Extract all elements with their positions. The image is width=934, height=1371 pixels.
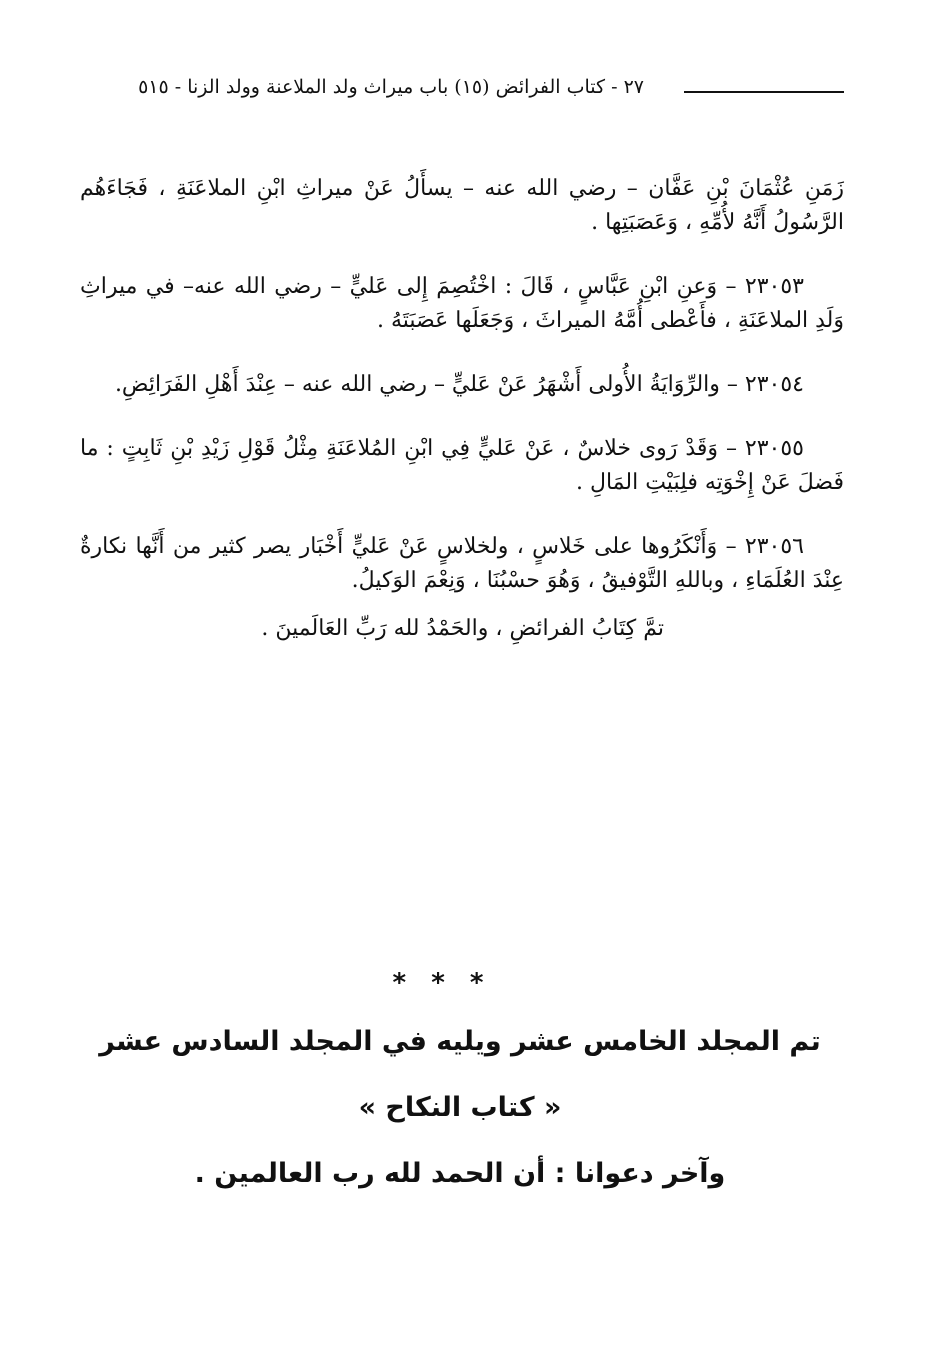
paragraph-continuation: زَمَنِ عُثْمَانَ بْنِ عَفَّان – رضي الله عنه – يسأَلُ عَنْ ميراثِ ابْنِ الملاعَنَةِ ، فَجَاءَهُم الرَّسُولُ أَنَّهُ لأُمِّهِ ، وَعَصَبَتِها . <box>80 176 844 235</box>
colophon-final-prayer: وآخر دعوانا : أن الحمد لله رب العالمين . <box>194 1158 726 1189</box>
header-title: ٢٧ - كتاب الفرائض (١٥) باب ميراث ولد الملاعنة وولد الزنا - ٥١٥ <box>138 76 644 98</box>
running-header <box>88 72 844 108</box>
book-closing-line: تمَّ كِتَابُ الفرائضِ ، والحَمْدُ لله رَبِّ العَالَمينَ . <box>261 616 664 641</box>
main-text <box>80 172 844 646</box>
paragraph-23054: ٢٣٠٥٤ – والرِّوَايَةُ الأُولى أَشْهَرُ عَنْ عَليٍّ – رضي الله عنه – عِنْدَ أَهْلِ الفَرَائِضِ. <box>114 372 804 397</box>
paragraph-23056: ٢٣٠٥٦ – وَأَنْكَرُوها على خَلاسٍ ، ولخلاسٍ عَنْ عَليٍّ أَخْبَار يصر كثير من أَنَّها نكارةٌ عِنْدَ العُلَمَاءِ ، وباللهِ التَّوْفيقُ ، وَهُوَ حسْبُنَا ، وَنِعْمَ الوَكيلُ. <box>80 534 844 593</box>
colophon-next-book: « كتاب النكاح » <box>358 1092 562 1123</box>
colophon-volume-note: تم المجلد الخامس عشر ويليه في المجلد السادس عشر <box>99 1026 821 1057</box>
paragraph-23053: ٢٣٠٥٣ – وَعنِ ابْنِ عَبَّاسٍ ، قَالَ : اخْتُصِمَ إِلى عَليٍّ – رضي الله عنه– في ميراثِ وَلَدِ الملاعَنَةِ ، فأَعْطى أُمَّهُ الميراثَ ، وَجَعَلَها عَصَبَتَهُ . <box>80 274 844 333</box>
header-rule <box>684 91 844 93</box>
paragraph-23055: ٢٣٠٥٥ – وَقَدْ رَوى خلاسٌ ، عَنْ عَليٍّ فِي ابْنِ المُلاعَنَةِ مِثْلُ قَوْلِ زَيْدِ بْنِ ثَابِتٍ : ما فَضلَ عَنْ إِخْوَتِه فلِبَيْتِ المَالِ . <box>80 436 844 495</box>
section-separator: * * * <box>392 968 492 998</box>
